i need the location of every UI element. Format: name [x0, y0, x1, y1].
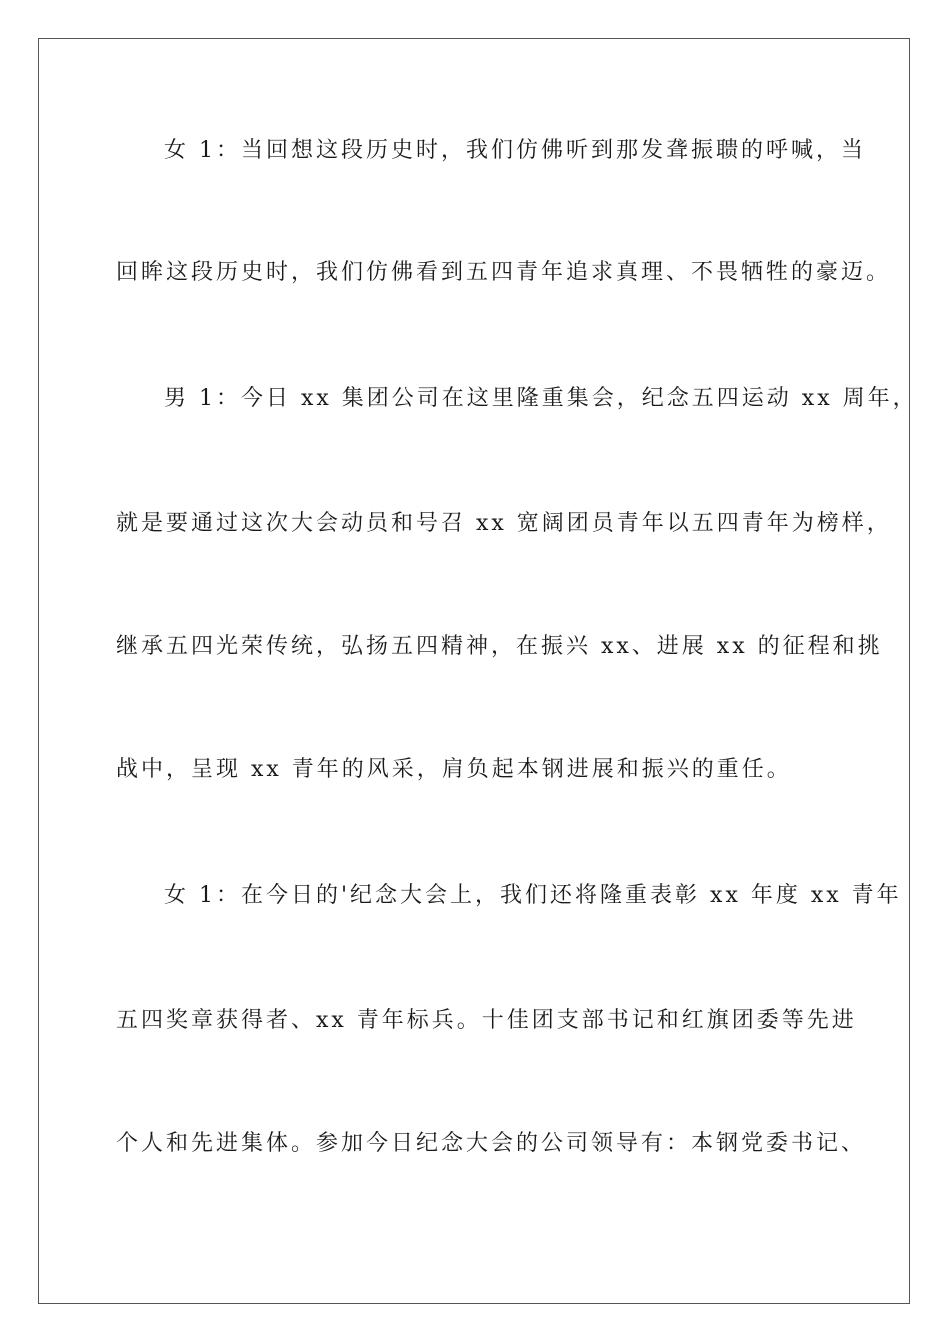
- paragraph-2-line-2: 就是要通过这次大会动员和号召 xx 宽阔团员青年以五四青年为榜样，: [116, 511, 892, 536]
- paragraph-1-line-1: 女 1：当回想这段历史时，我们仿佛听到那发聋振聩的呼喊，当: [164, 138, 866, 163]
- paragraph-2-line-4: 战中，呈现 xx 青年的风采，肩负起本钢进展和振兴的重任。: [116, 757, 792, 782]
- page-border: [38, 38, 918, 1304]
- paragraph-1-line-2: 回眸这段历史时，我们仿佛看到五四青年追求真理、不畏牺牲的豪迈。: [116, 260, 892, 285]
- paragraph-2-line-1: 男 1：今日 xx 集团公司在这里隆重集会，纪念五四运动 xx 周年，: [164, 386, 918, 411]
- paragraph-2-line-3: 继承五四光荣传统，弘扬五四精神，在振兴 xx、进展 xx 的征程和挑: [116, 634, 883, 659]
- paragraph-3-line-2: 五四奖章获得者、xx 青年标兵。十佳团支部书记和红旗团委等先进: [116, 1008, 857, 1033]
- paragraph-3-line-3: 个人和先进集体。参加今日纪念大会的公司领导有：本钢党委书记、: [116, 1131, 867, 1156]
- paragraph-3-line-1: 女 1：在今日的'纪念大会上，我们还将隆重表彰 xx 年度 xx 青年: [164, 883, 902, 908]
